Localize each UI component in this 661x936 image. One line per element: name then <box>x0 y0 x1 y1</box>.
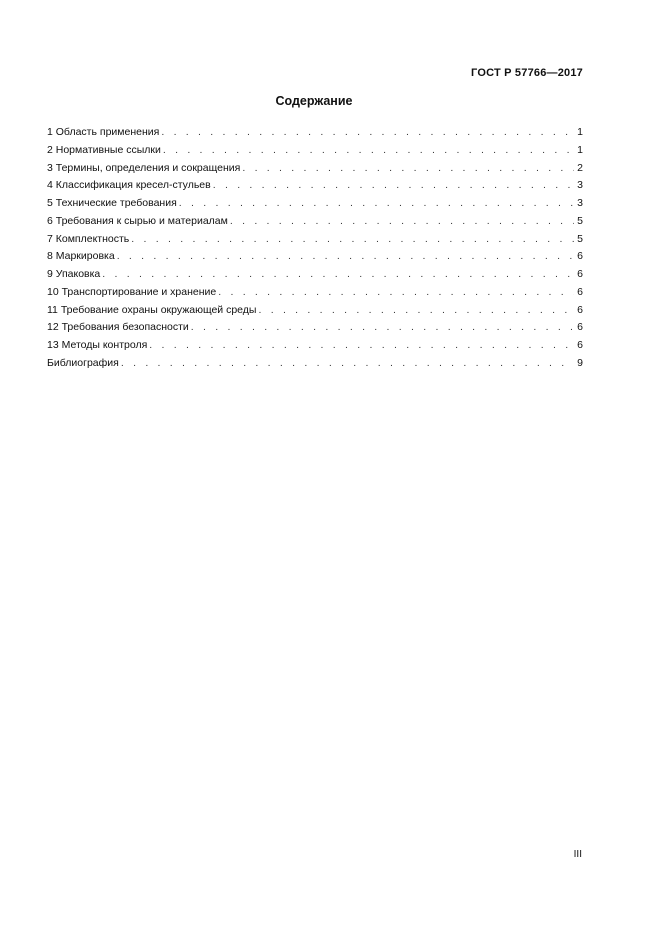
toc-entry-page: 6 <box>577 250 583 263</box>
toc-entry-label: 10 Транспортирование и хранение <box>47 285 217 298</box>
toc-entry-page: 6 <box>577 339 583 351</box>
toc-entry[interactable] <box>47 160 583 178</box>
toc-entry-label: 12 Требования безопасности <box>47 321 189 334</box>
toc-entry[interactable] <box>47 302 583 320</box>
toc-entry-page: 3 <box>577 179 583 192</box>
toc-entry[interactable] <box>47 248 583 266</box>
page-number: III <box>573 849 582 860</box>
toc-leader-dots <box>242 160 574 178</box>
toc-entry[interactable] <box>47 266 583 284</box>
toc-entry-page: 6 <box>577 268 583 280</box>
toc-entry-page: 6 <box>577 303 583 316</box>
toc-leader-dots <box>163 142 574 160</box>
toc-entry[interactable] <box>47 142 583 160</box>
toc-entry[interactable] <box>47 124 583 142</box>
toc-entry-label: Библиография <box>47 356 119 369</box>
toc-entry-label: 3 Термины, определения и сокращения <box>47 161 241 174</box>
toc-entry[interactable] <box>47 231 583 249</box>
toc-entry[interactable] <box>47 195 583 213</box>
toc-leader-dots <box>149 337 574 355</box>
toc-leader-dots <box>218 284 574 302</box>
toc-entry-label: 4 Классификация кресел-стульев <box>47 179 211 192</box>
toc-entry-page: 9 <box>577 356 583 369</box>
toc-leader-dots <box>117 248 574 266</box>
toc-entry-label: 6 Требования к сырью и материалам <box>47 214 228 227</box>
toc-entry-page: 1 <box>577 143 583 156</box>
toc-entry-label: 2 Нормативные ссылки <box>47 143 161 156</box>
toc-leader-dots <box>161 124 574 142</box>
toc-entry[interactable] <box>47 319 583 337</box>
toc-entry-page: 5 <box>577 214 583 227</box>
toc-entry[interactable] <box>47 213 583 231</box>
toc-leader-dots <box>131 231 574 249</box>
toc-entry-label: 7 Комплектность <box>47 232 130 245</box>
toc-leader-dots <box>121 355 574 373</box>
toc-entry[interactable] <box>47 337 583 355</box>
toc-leader-dots <box>258 302 574 320</box>
toc-entry-label: 1 Область применения <box>47 126 160 138</box>
toc-entry-page: 3 <box>577 197 583 209</box>
toc-leader-dots <box>179 195 574 213</box>
toc-entry-page: 6 <box>577 321 583 334</box>
toc-entry-label: 8 Маркировка <box>47 250 115 263</box>
toc-entry[interactable] <box>47 355 583 373</box>
document-code: ГОСТ Р 57766—2017 <box>471 67 583 79</box>
toc-entry-label: 5 Технические требования <box>47 197 177 209</box>
table-of-contents <box>47 124 583 373</box>
toc-leader-dots <box>102 266 574 284</box>
toc-leader-dots <box>191 319 574 337</box>
toc-entry-page: 5 <box>577 232 583 245</box>
toc-leader-dots <box>230 213 574 231</box>
toc-entry-label: 13 Методы контроля <box>47 339 148 351</box>
toc-entry-page: 6 <box>577 285 583 298</box>
toc-title: Содержание <box>275 94 353 108</box>
toc-entry[interactable] <box>47 284 583 302</box>
toc-entry-label: 11 Требование охраны окружающей среды <box>47 303 257 316</box>
toc-entry[interactable] <box>47 177 583 195</box>
toc-entry-label: 9 Упаковка <box>47 268 101 280</box>
toc-leader-dots <box>213 177 574 195</box>
toc-entry-page: 2 <box>577 161 583 174</box>
toc-entry-page: 1 <box>577 126 583 138</box>
